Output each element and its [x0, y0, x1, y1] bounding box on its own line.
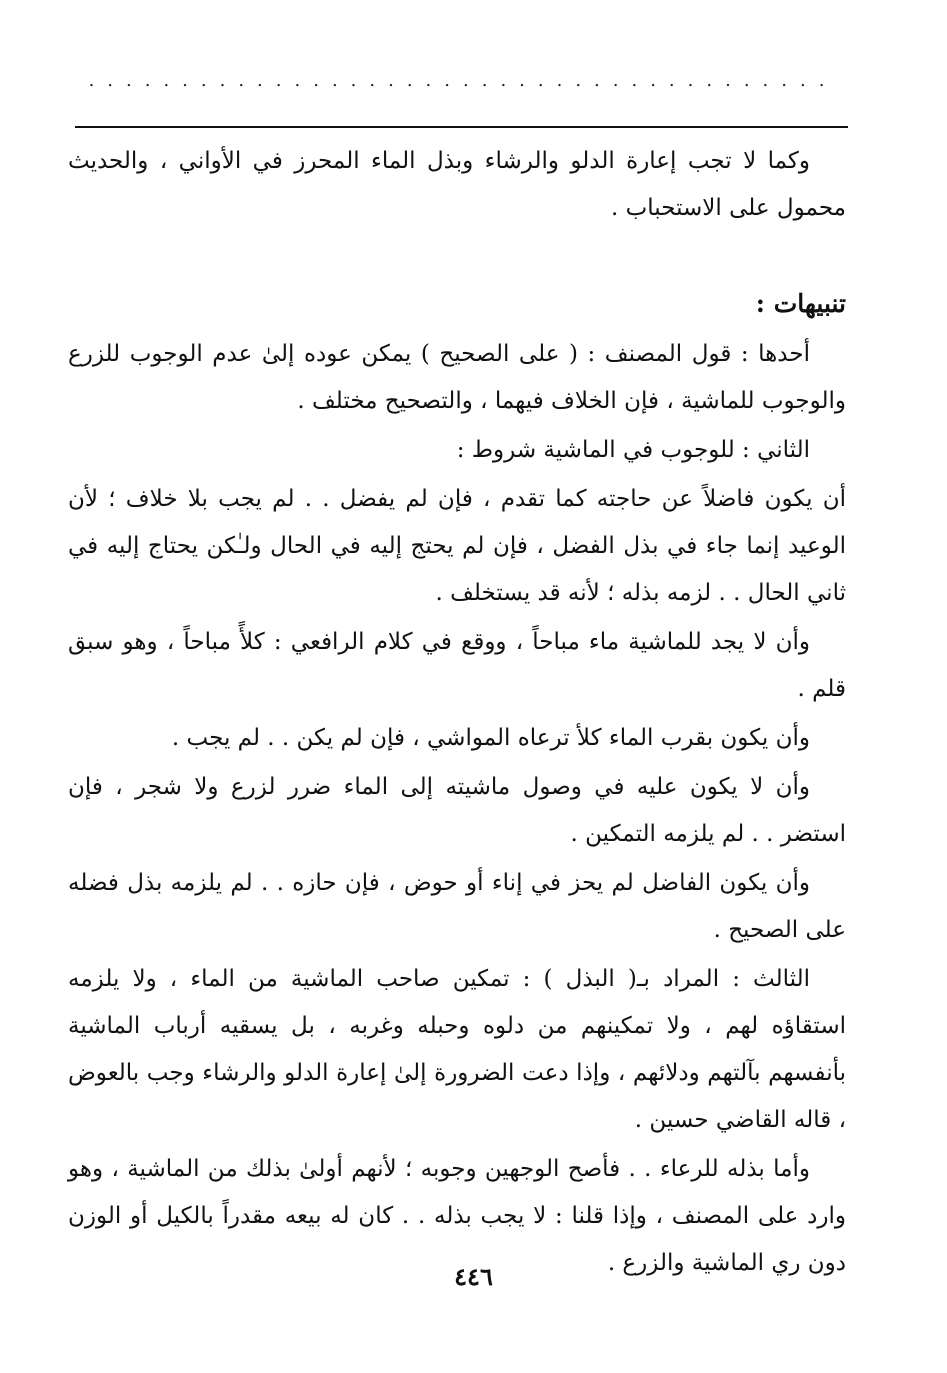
paragraph-9: الثالث : المراد بـ( البذل ) : تمكين صاحب الماشية من الماء ، ولا يلزمه استقاؤه لهم ، ولا تمكينهم من دلوه وحبله وغربه ، بل يسقيه أرباب الماشية بأنفسهم بآلتهم ودلائهم ، وإذا دعت الضرورة إلىٰ إعارة الدلو والرشاء وجب بالعوض ، قاله القاضي حسين . — [68, 966, 846, 1133]
page-body — [68, 138, 846, 1287]
paragraph-6: وأن يكون بقرب الماء كلأ ترعاه المواشي ، فإن لم يكن . . لم يجب . — [171, 725, 810, 751]
paragraph-5: وأن لا يجد للماشية ماء مباحاً ، ووقع في كلام الرافعي : كلأً مباحاً ، وهو سبق قلم . — [68, 629, 846, 702]
section-heading: تنبيهات : — [755, 289, 846, 318]
paragraph-10: وأما بذله للرعاء . . فأصح الوجهين وجوبه ؛ لأنهم أولىٰ بذلك من الماشية ، وهو وارد على المصنف ، وإذا قلنا : لا يجب بذله . . كان له بيعه مقدراً بالكيل أو الوزن دون ري الماشية والزرع . — [68, 1156, 846, 1276]
paragraph-3: الثاني : للوجوب في الماشية شروط : — [456, 437, 810, 463]
paragraph-8: وأن يكون الفاضل لم يحز في إناء أو حوض ، فإن حازه . . لم يلزمه بذل فضله على الصحيح . — [68, 870, 846, 943]
paragraph-1: وكما لا تجب إعارة الدلو والرشاء وبذل الماء المحرز في الأواني ، والحديث محمول على الاستحباب . — [68, 148, 846, 221]
header-rule — [75, 126, 848, 128]
paragraph-2: أحدها : قول المصنف : ( على الصحيح ) يمكن عوده إلىٰ عدم الوجوب للزرع والوجوب للماشية ، فإن الخلاف فيهما ، والتصحيح مختلف . — [68, 341, 846, 414]
header-dotted-line: ........................................ — [88, 70, 838, 90]
paragraph-4: أن يكون فاضلاً عن حاجته كما تقدم ، فإن لم يفضل . . لم يجب بلا خلاف ؛ لأن الوعيد إنما جاء في بذل الفضل ، فإن لم يحتج إليه في الحال ولـٰكن يحتاج إليه في ثاني الحال . . لزمه بذله ؛ لأنه قد يستخلف . — [68, 486, 846, 606]
paragraph-7: وأن لا يكون عليه في وصول ماشيته إلى الماء ضرر لزرع ولا شجر ، فإن استضر . . لم يلزمه التمكين . — [68, 774, 846, 847]
page-number: ٤٤٦ — [454, 1262, 493, 1291]
